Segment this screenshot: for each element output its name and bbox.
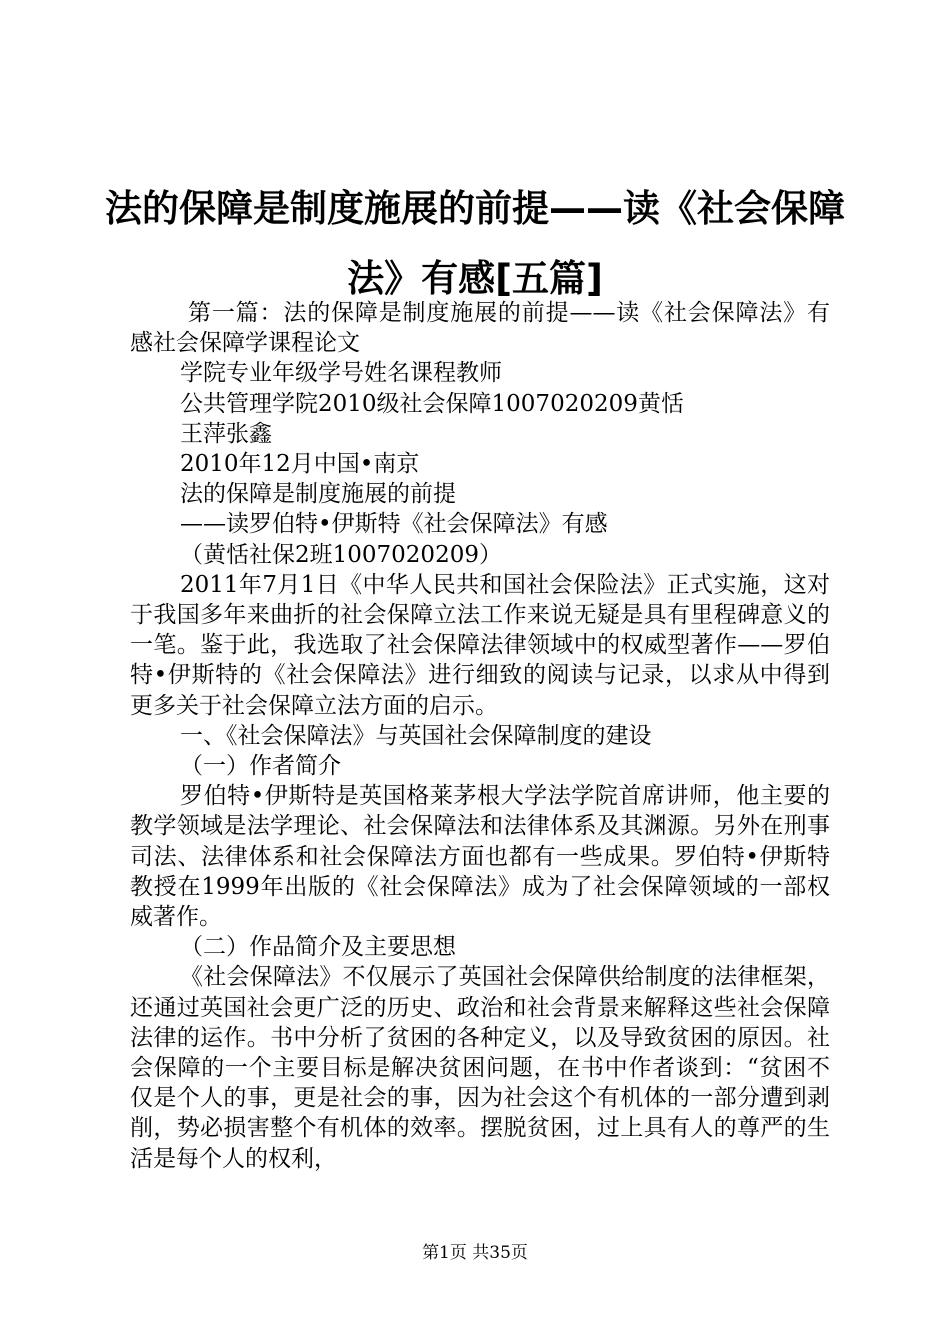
title-line-1: 法的保障是制度施展的前提——读《社会保障 — [105, 187, 845, 230]
paragraph-info-header: 学院专业年级学号姓名课程教师 — [180, 360, 502, 387]
document-body — [130, 298, 830, 1174]
paragraph-essay-title: 法的保障是制度施展的前提 — [180, 481, 456, 508]
document-title — [100, 174, 850, 314]
paragraph-intro: 2011年7月1日《中华人民共和国社会保险法》正式实施，这对于我国多年来曲折的社会保障立法工作来说无疑是具有里程碑意义的一笔。鉴于此，我选取了社会保障法律领域中的权威型著作——罗伯特•伊斯特的《社会保障法》进行细致的阅读与记录，以求从中得到更多关于社会保障立法方面的启示。 — [130, 571, 830, 719]
paragraph-teachers: 王萍张鑫 — [180, 420, 272, 447]
paragraph-work-summary: 《社会保障法》不仅展示了英国社会保障供给制度的法律框架，还通过英国社会更广泛的历史、政治和社会背景来解释这些社会保障法律的运作。书中分析了贫困的各种定义，以及导致贫困的原因。社会保障的一个主要目标是解决贫困问题，在书中作者谈到：“贫困不仅是个人的事，更是社会的事，因为社会这个有机体的一部分遭到剥削，势必损害整个有机体的效率。摆脱贫困，过上具有人的尊严的生活是每个人的权利， — [130, 964, 830, 1172]
paragraph-author-line: （黄恬社保2班1007020209） — [180, 541, 502, 568]
paragraph-date-place: 2010年12月中国•南京 — [180, 451, 420, 478]
title-line-2: 法》有感[五篇] — [347, 257, 603, 300]
paragraph-first-heading: 第一篇：法的保障是制度施展的前提——读《社会保障法》有感社会保障学课程论文 — [130, 300, 830, 357]
subsection-heading-work: （二）作品简介及主要思想 — [180, 934, 456, 961]
paragraph-info-values: 公共管理学院2010级社会保障1007020209黄恬 — [180, 390, 684, 417]
paragraph-author-bio: 罗伯特•伊斯特是英国格莱茅根大学法学院首席讲师，他主要的教学领域是法学理论、社会保障法和法律体系及其渊源。另外在刑事司法、法律体系和社会保障法方面也都有一些成果。罗伯特•伊斯特教授在1999年出版的《社会保障法》成为了社会保障领域的一部权威著作。 — [130, 783, 830, 931]
page-footer: 第1页 共35页 — [422, 1243, 528, 1263]
subsection-heading-author: （一）作者简介 — [180, 753, 341, 780]
section-heading-1: 一、《社会保障法》与英国社会保障制度的建设 — [180, 722, 652, 749]
paragraph-essay-subtitle: ——读罗伯特•伊斯特《社会保障法》有感 — [180, 511, 608, 538]
